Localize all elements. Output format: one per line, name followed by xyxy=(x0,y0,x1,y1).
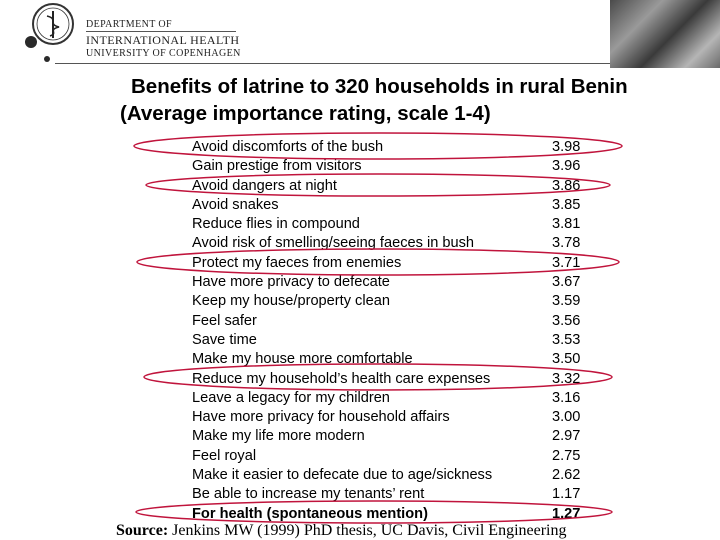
benefit-rating: 3.86 xyxy=(552,177,581,194)
benefit-rating: 3.00 xyxy=(552,409,581,426)
benefit-label: Avoid discomforts of the bush xyxy=(192,139,384,155)
source-text: Jenkins MW (1999) PhD thesis, UC Davis, Civil Engineering xyxy=(172,522,567,539)
benefit-rating: 3.67 xyxy=(552,274,581,291)
benefit-rating: 1.17 xyxy=(552,486,581,503)
benefit-row xyxy=(192,138,592,157)
benefit-row xyxy=(192,312,592,331)
benefit-rating: 3.32 xyxy=(552,370,581,387)
benefit-row xyxy=(192,196,592,215)
benefit-row xyxy=(192,292,592,311)
header-photo xyxy=(610,0,720,68)
benefit-rating: 2.62 xyxy=(552,467,581,484)
benefit-row xyxy=(192,485,592,504)
benefit-rating: 3.56 xyxy=(552,312,581,329)
benefit-row xyxy=(192,254,592,273)
benefit-row xyxy=(192,408,592,427)
benefits-list xyxy=(192,138,592,524)
institute-name: INTERNATIONAL HEALTH xyxy=(86,33,240,47)
university-seal-icon xyxy=(30,2,76,46)
benefit-label: Be able to increase my tenants’ rent xyxy=(192,486,425,503)
benefit-label: Have more privacy for household affairs xyxy=(192,409,450,426)
source-prefix: Source: xyxy=(116,522,169,539)
benefit-row xyxy=(192,157,592,176)
benefit-row xyxy=(192,273,592,292)
benefit-label: Make my life more modern xyxy=(192,428,365,445)
slide-title xyxy=(120,73,628,127)
benefit-label: Feel safer xyxy=(192,312,257,329)
benefit-rating: 2.75 xyxy=(552,447,581,464)
benefit-rating: 3.98 xyxy=(552,139,581,155)
benefit-label: Save time xyxy=(192,331,257,348)
benefit-rating: 3.85 xyxy=(552,196,581,213)
benefit-row xyxy=(192,389,592,408)
benefit-rating: 3.78 xyxy=(552,235,581,252)
benefit-label: Avoid risk of smelling/seeing faeces in bush xyxy=(192,235,475,252)
benefit-row xyxy=(192,447,592,466)
benefit-label: Gain prestige from visitors xyxy=(192,158,362,175)
benefit-row xyxy=(192,234,592,253)
benefit-row xyxy=(192,215,592,234)
benefit-rating: 2.97 xyxy=(552,428,581,445)
department-label: DEPARTMENT OF xyxy=(86,19,173,30)
benefit-row xyxy=(192,177,592,196)
benefit-label: Have more privacy to defecate xyxy=(192,274,390,291)
benefit-label: Keep my house/property clean xyxy=(192,293,390,310)
benefit-rating: 3.50 xyxy=(552,351,581,368)
source-note xyxy=(116,522,567,540)
benefit-label: Reduce flies in compound xyxy=(192,216,360,233)
benefit-rating: 3.16 xyxy=(552,389,581,406)
benefit-label: Avoid dangers at night xyxy=(192,177,337,194)
benefit-rating: 3.96 xyxy=(552,158,581,175)
benefit-row xyxy=(192,350,592,369)
benefit-label: Protect my faeces from enemies xyxy=(192,254,402,271)
benefit-rating: 1.27 xyxy=(552,505,581,522)
benefit-rating: 3.71 xyxy=(552,254,581,271)
title-line-1: Benefits of latrine to 320 households in rural Benin xyxy=(131,75,628,98)
benefit-rating: 3.59 xyxy=(552,293,581,310)
benefit-row xyxy=(192,331,592,350)
benefit-label: Leave a legacy for my children xyxy=(192,389,390,406)
benefit-row xyxy=(192,370,592,389)
header-rule-bottom xyxy=(55,63,610,64)
benefit-label: Make my house more comfortable xyxy=(192,351,413,368)
benefit-label: Make it easier to defecate due to age/sickness xyxy=(192,467,493,484)
title-line-2: (Average importance rating, scale 1-4) xyxy=(120,102,491,125)
benefit-rating: 3.53 xyxy=(552,331,581,348)
benefit-label: Reduce my household’s health care expenses xyxy=(192,370,491,387)
header xyxy=(0,0,720,68)
benefit-row xyxy=(192,427,592,446)
university-name: UNIVERSITY OF COPENHAGEN xyxy=(86,48,241,59)
header-rule-top xyxy=(86,31,236,32)
benefit-label: Feel royal xyxy=(192,447,257,464)
benefit-row xyxy=(192,466,592,485)
benefit-rating: 3.81 xyxy=(552,216,581,233)
benefit-label: Avoid snakes xyxy=(192,196,279,213)
benefit-label: For health (spontaneous mention) xyxy=(192,505,428,522)
